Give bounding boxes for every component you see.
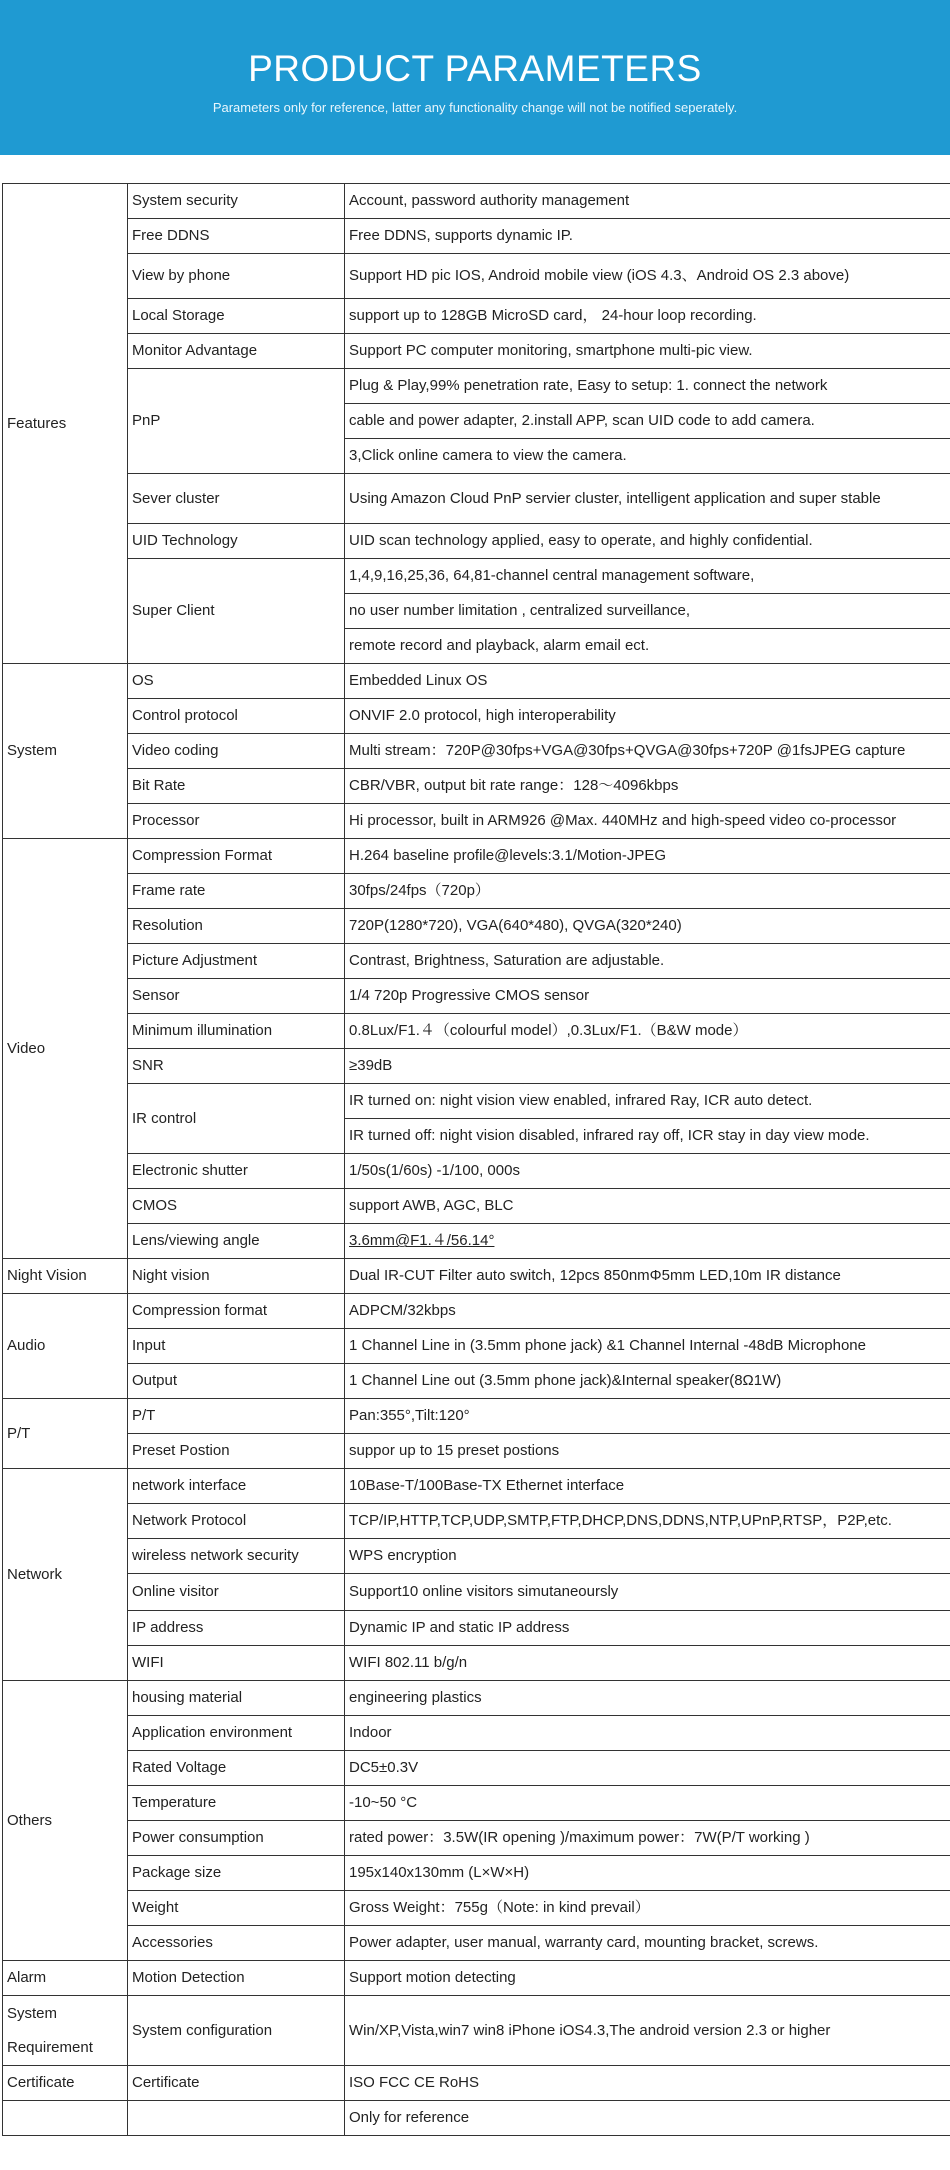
category-system: System [3,664,128,839]
page-subtitle: Parameters only for reference, latter any functionality change will not be notified seperately. [212,100,738,115]
param-value: ISO FCC CE RoHS [345,2066,950,2101]
param-label: network interface [128,1469,345,1504]
param-label: Package size [128,1856,345,1891]
param-label: WIFI [128,1646,345,1681]
param-label: Resolution [128,909,345,944]
param-label: Sensor [128,979,345,1014]
param-value: Indoor [345,1716,950,1751]
param-value: DC5±0.3V [345,1751,950,1786]
category-alarm: Alarm [3,1961,128,1996]
param-label: Power consumption [128,1821,345,1856]
param-label: CMOS [128,1189,345,1224]
param-value: 1 Channel Line in (3.5mm phone jack) &1 Channel Internal -48dB Microphone [345,1329,950,1364]
param-value: IR turned on: night vision view enabled, infrared Ray, ICR auto detect. [345,1084,950,1119]
param-value: Hi processor, built in ARM926 @Max. 440MHz and high-speed video co-processor [345,804,950,839]
param-value: Dynamic IP and static IP address [345,1611,950,1646]
param-value: Pan:355°,Tilt:120° [345,1399,950,1434]
param-label: Output [128,1364,345,1399]
empty-cell [3,2101,128,2136]
param-value: UID scan technology applied, easy to operate, and highly confidential. [345,524,950,559]
param-value: rated power：3.5W(IR opening )/maximum power：7W(P/T working ) [345,1821,950,1856]
param-label: Accessories [128,1926,345,1961]
param-label: P/T [128,1399,345,1434]
param-label: IR control [128,1084,345,1154]
param-label: Network Protocol [128,1504,345,1539]
param-label: Processor [128,804,345,839]
param-label: Weight [128,1891,345,1926]
param-label: wireless network security [128,1539,345,1574]
param-value: WIFI 802.11 b/g/n [345,1646,950,1681]
param-label: Free DDNS [128,219,345,254]
param-value: 0.8Lux/F1.４（colourful model）,0.3Lux/F1.（B&W mode） [345,1014,950,1049]
param-label: OS [128,664,345,699]
param-value: Win/XP,Vista,win7 win8 iPhone iOS4.3,The android version 2.3 or higher [345,1996,950,2066]
param-value: 3,Click online camera to view the camera. [345,439,950,474]
param-label: SNR [128,1049,345,1084]
param-label: Application environment [128,1716,345,1751]
param-value: support AWB, AGC, BLC [345,1189,950,1224]
param-value: 30fps/24fps（720p） [345,874,950,909]
param-value: 720P(1280*720), VGA(640*480), QVGA(320*240) [345,909,950,944]
param-value: Support HD pic IOS, Android mobile view (iOS 4.3、Android OS 2.3 above) [345,254,950,299]
param-label: Preset Postion [128,1434,345,1469]
page-title: PRODUCT PARAMETERS [248,48,702,89]
param-label: Lens/viewing angle [128,1224,345,1259]
param-value: Contrast, Brightness, Saturation are adjustable. [345,944,950,979]
param-value: Support motion detecting [345,1961,950,1996]
param-value: support up to 128GB MicroSD card， 24-hour loop recording. [345,299,950,334]
param-value: Dual IR-CUT Filter auto switch, 12pcs 850nmΦ5mm LED,10m IR distance [345,1259,950,1294]
param-label: Electronic shutter [128,1154,345,1189]
param-label: PnP [128,369,345,474]
param-label: Minimum illumination [128,1014,345,1049]
param-label: IP address [128,1611,345,1646]
param-label: Rated Voltage [128,1751,345,1786]
param-value: no user number limitation , centralized surveillance, [345,594,950,629]
param-value: Plug & Play,99% penetration rate, Easy to setup: 1. connect the network [345,369,950,404]
param-value: Gross Weight：755g（Note: in kind prevail） [345,1891,950,1926]
param-value: Embedded Linux OS [345,664,950,699]
param-label: Compression format [128,1294,345,1329]
param-label: Monitor Advantage [128,334,345,369]
param-label: Input [128,1329,345,1364]
parameters-table [2,183,950,2136]
category-audio: Audio [3,1294,128,1399]
param-value: Account, password authority management [345,184,950,219]
param-value: Support10 online visitors simutaneoursly [345,1574,950,1611]
category-system-requirement-line2: Requirement [3,2031,128,2066]
category-system-requirement-line1: System [3,1996,128,2031]
category-video: Video [3,839,128,1259]
param-value: engineering plastics [345,1681,950,1716]
param-label: Compression Format [128,839,345,874]
param-label: Video coding [128,734,345,769]
param-label: UID Technology [128,524,345,559]
param-label: Bit Rate [128,769,345,804]
category-network: Network [3,1469,128,1681]
param-label: Night vision [128,1259,345,1294]
param-value: 1/4 720p Progressive CMOS sensor [345,979,950,1014]
param-value: 1,4,9,16,25,36, 64,81-channel central management software, [345,559,950,594]
category-features: Features [3,184,128,664]
param-value: Multi stream：720P@30fps+VGA@30fps+QVGA@30fps+720P @1fsJPEG capture [345,734,950,769]
param-value: cable and power adapter, 2.install APP, scan UID code to add camera. [345,404,950,439]
param-value: ONVIF 2.0 protocol, high interoperability [345,699,950,734]
param-value: ≥39dB [345,1049,950,1084]
param-value: 10Base-T/100Base-TX Ethernet interface [345,1469,950,1504]
param-value: 1 Channel Line out (3.5mm phone jack)&Internal speaker(8Ω1W) [345,1364,950,1399]
param-value: Using Amazon Cloud PnP servier cluster, intelligent application and super stable [345,474,950,524]
category-pt: P/T [3,1399,128,1469]
param-label: Super Client [128,559,345,664]
param-label: View by phone [128,254,345,299]
param-label: System security [128,184,345,219]
param-value: suppor up to 15 preset postions [345,1434,950,1469]
param-value: IR turned off: night vision disabled, infrared ray off, ICR stay in day view mode. [345,1119,950,1154]
category-certificate: Certificate [3,2066,128,2101]
param-label: Frame rate [128,874,345,909]
param-label: Sever cluster [128,474,345,524]
param-value: TCP/IP,HTTP,TCP,UDP,SMTP,FTP,DHCP,DNS,DDNS,NTP,UPnP,RTSP，P2P,etc. [345,1504,950,1539]
param-value: Support PC computer monitoring, smartphone multi-pic view. [345,334,950,369]
param-value: Power adapter, user manual, warranty card, mounting bracket, screws. [345,1926,950,1961]
param-value: -10~50 °C [345,1786,950,1821]
param-value: Only for reference [345,2101,950,2136]
param-label: System configuration [128,1996,345,2066]
param-value: remote record and playback, alarm email ect. [345,629,950,664]
category-others: Others [3,1681,128,1961]
category-night-vision: Night Vision [3,1259,128,1294]
param-label [128,2101,345,2136]
param-value: Free DDNS, supports dynamic IP. [345,219,950,254]
param-value: 195x140x130mm (L×W×H) [345,1856,950,1891]
param-label: Motion Detection [128,1961,345,1996]
param-label: Local Storage [128,299,345,334]
param-value: ADPCM/32kbps [345,1294,950,1329]
param-value: 1/50s(1/60s) -1/100, 000s [345,1154,950,1189]
param-label: Certificate [128,2066,345,2101]
param-label: Temperature [128,1786,345,1821]
param-label: Picture Adjustment [128,944,345,979]
param-value: WPS encryption [345,1539,950,1574]
param-label: housing material [128,1681,345,1716]
header-banner [0,0,950,155]
param-value: H.264 baseline profile@levels:3.1/Motion-JPEG [345,839,950,874]
param-label: Online visitor [128,1574,345,1611]
param-value: 3.6mm@F1.４/56.14° [345,1224,950,1259]
param-value: CBR/VBR, output bit rate range：128～4096kbps [345,769,950,804]
param-label: Control protocol [128,699,345,734]
